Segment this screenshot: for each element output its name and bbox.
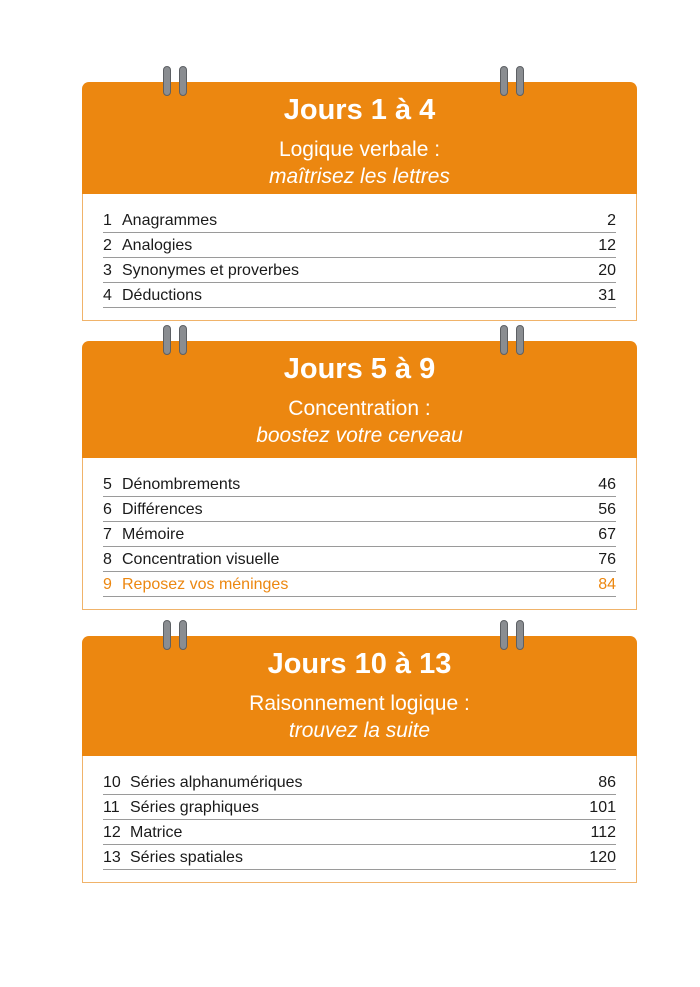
chapter-row[interactable] [103,795,616,820]
chapter-row[interactable] [103,283,616,308]
chapter-number: 9 [103,576,112,593]
section-card-1 [82,82,637,321]
binder-ring-icon [163,66,171,96]
chapter-row[interactable] [103,233,616,258]
binder-ring-icon [163,325,171,355]
chapter-label: Séries graphiques [130,799,259,816]
chapter-number: 12 [103,824,121,841]
chapter-list [82,756,637,883]
chapter-label: Dénombrements [122,476,241,493]
chapter-label: Concentration visuelle [122,551,280,568]
chapter-label: Mémoire [122,526,185,543]
chapter-number: 7 [103,526,112,543]
section-topic: Logique verbale : [278,138,441,161]
chapter-number: 6 [103,501,112,518]
chapter-label: Reposez vos méninges [122,576,289,593]
chapter-page: 112 [590,824,616,841]
chapter-number: 10 [103,774,121,791]
binder-ring-icon [516,325,524,355]
section-header [82,82,637,194]
chapter-label: Anagrammes [122,212,218,229]
binder-ring-icon [179,66,187,96]
chapter-page: 84 [598,576,616,593]
chapter-row[interactable] [103,522,616,547]
chapter-page: 31 [598,287,616,304]
section-card-3 [82,636,637,883]
chapter-page: 56 [598,501,616,518]
chapter-page: 101 [589,799,616,816]
binder-ring-icon [500,66,508,96]
binder-ring-icon [179,620,187,650]
chapter-number: 8 [103,551,112,568]
chapter-label: Matrice [130,824,183,841]
chapter-number: 5 [103,476,112,493]
section-topic: Raisonnement logique : [249,692,470,715]
chapter-page: 2 [607,212,616,229]
chapter-row[interactable] [103,770,616,795]
chapter-label: Analogies [122,237,193,254]
chapter-page: 120 [589,849,616,866]
chapter-row-highlighted[interactable] [103,572,616,597]
section-subtopic: maîtrisez les lettres [269,165,450,188]
chapter-label: Séries alphanumériques [130,774,303,791]
chapter-number: 11 [103,799,120,816]
chapter-row[interactable] [103,208,616,233]
binder-ring-icon [179,325,187,355]
section-topic: Concentration : [288,397,431,420]
chapter-label: Synonymes et proverbes [122,262,299,279]
binder-ring-icon [500,325,508,355]
chapter-number: 1 [103,212,112,229]
binder-ring-icon [516,620,524,650]
chapter-number: 4 [103,287,112,304]
chapter-page: 12 [598,237,616,254]
section-subtopic: trouvez la suite [288,719,431,742]
chapter-page: 67 [598,526,616,543]
section-subtopic: boostez votre cerveau [256,424,463,447]
section-card-2 [82,341,637,610]
chapter-list [82,458,637,610]
chapter-number: 3 [103,262,112,279]
chapter-row[interactable] [103,258,616,283]
chapter-page: 86 [598,774,616,791]
binder-ring-icon [163,620,171,650]
section-header [82,341,637,458]
chapter-row[interactable] [103,820,616,845]
chapter-page: 20 [598,262,616,279]
chapter-page: 76 [598,551,616,568]
binder-ring-icon [516,66,524,96]
chapter-row[interactable] [103,497,616,522]
chapter-number: 2 [103,237,112,254]
chapter-row[interactable] [103,845,616,870]
chapter-row[interactable] [103,472,616,497]
binder-ring-icon [500,620,508,650]
chapter-page: 46 [598,476,616,493]
section-title: Jours 1 à 4 [283,94,436,126]
chapter-number: 13 [103,849,121,866]
chapter-label: Différences [122,501,203,518]
section-header [82,636,637,756]
chapter-list [82,194,637,321]
chapter-row[interactable] [103,547,616,572]
section-title: Jours 5 à 9 [283,353,436,385]
section-title: Jours 10 à 13 [267,648,452,680]
chapter-label: Séries spatiales [130,849,243,866]
chapter-label: Déductions [122,287,203,304]
